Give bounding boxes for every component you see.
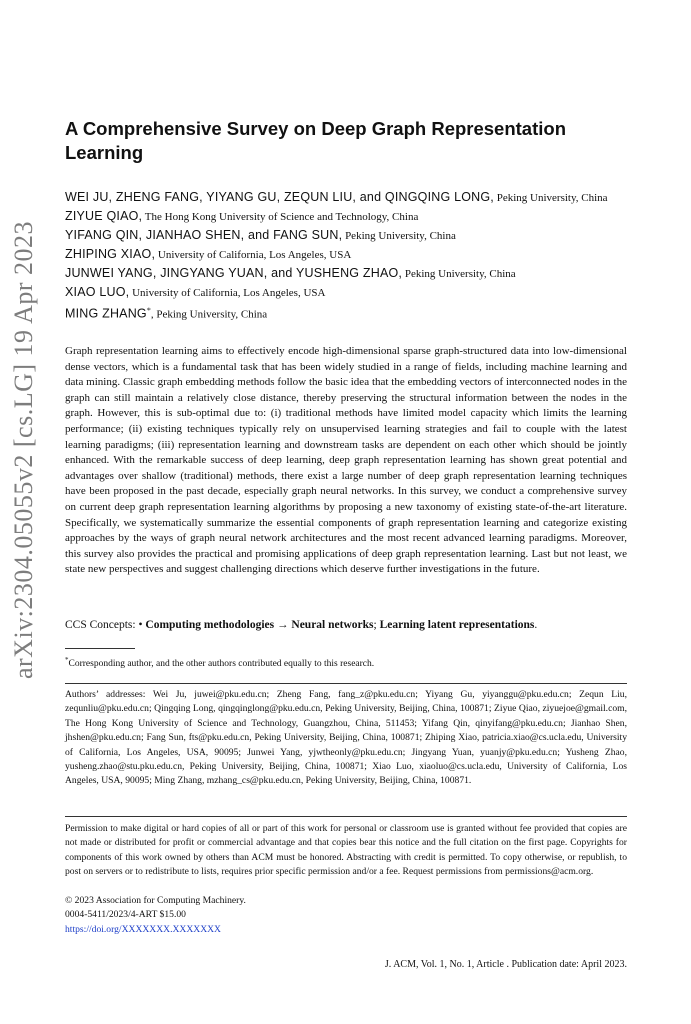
author-names: XIAO LUO, (65, 285, 130, 299)
footnote-text: Corresponding author, and the other authors contributed equally to this research. (68, 659, 375, 670)
author-affiliation: Peking University, China (402, 268, 516, 280)
footnote-rule (65, 648, 135, 649)
arxiv-identifier: arXiv:2304.05055v2 [cs.LG] 19 Apr 2023 (9, 220, 38, 680)
ccs-end: . (534, 619, 538, 631)
ccs-concept: Computing methodologies → Neural networks (145, 619, 374, 631)
ccs-concept: Learning latent representations (379, 619, 535, 631)
corresponding-mark: * (146, 306, 151, 315)
ccs-separator: ; (373, 619, 380, 631)
footnote-mark: * (65, 656, 69, 664)
author-line (65, 188, 627, 207)
author-names: MING ZHANG (65, 306, 147, 321)
author-affiliation: , Peking University, China (150, 308, 268, 321)
author-line (65, 245, 627, 264)
author-line (65, 283, 627, 302)
arxiv-sidebar-stamp (4, 190, 44, 710)
author-line (65, 264, 627, 283)
footnote (65, 654, 627, 671)
author-affiliation: The Hong Kong University of Science and Technology, China (142, 211, 419, 223)
author-affiliation: Peking University, China (342, 230, 456, 242)
permission-notice: Permission to make digital or hard copies of all or part of this work for personal or classroom use is granted without fee provided that copies are not made or distributed for profit or commercial advantage and that copies bear this notice and the full citation on the first page. Copyrights for components of this work owned by others than ACM must be honored. Abstracting with credit is permitted. To copy otherwise, or republish, to post on servers or to redistribute to lists, requires prior specific permission and/or a fee. Request permissions from permissions@acm.org. (65, 823, 627, 878)
doi-link[interactable]: https://doi.org/XXXXXXX.XXXXXXX (65, 923, 221, 935)
author-names: YIFANG QIN, JIANHAO SHEN, and FANG SUN, (65, 228, 343, 242)
divider (65, 683, 627, 684)
author-names: ZIYUE QIAO, (65, 209, 143, 223)
publication-info (65, 894, 627, 937)
paper-title: A Comprehensive Survey on Deep Graph Representation Learning (65, 118, 566, 163)
journal-footer: J. ACM, Vol. 1, No. 1, Article . Publication date: April 2023. (384, 959, 627, 970)
author-affiliation: University of California, Los Angeles, USA (155, 249, 352, 261)
author-block (65, 188, 627, 324)
author-line (65, 207, 627, 226)
ccs-label: CCS Concepts: • (65, 619, 146, 631)
author-affiliation: Peking University, China (493, 192, 608, 204)
author-names: WEI JU, ZHENG FANG, YIYANG GU, ZEQUN LIU, and QINGQING LONG, (65, 190, 494, 204)
author-affiliation: University of California, Los Angeles, USA (129, 287, 326, 299)
issn-line: 0004-5411/2023/4-ART $15.00 (65, 909, 186, 921)
divider (65, 816, 627, 817)
abstract: Graph representation learning aims to effectively encode high-dimensional sparse graph-structured data into low-dimensional dense vectors, which is a fundamental task that has been widely studied in a range of fields, including machine learning and data mining. Classic graph embedding methods follow the basic idea that the embedding vectors of interconnected nodes in the graph can still maintain a relatively close distance, thereby preserving the structural information between the nodes in the graph. However, this is sub-optimal due to: (i) traditional methods have limited model capacity which limits the learning performance; (ii) existing techniques typically rely on unsupervised learning strategies and fail to couple with the latest learning paradigms; (iii) representation learning and downstream tasks are dependent on each other which should be jointly enhanced. With the remarkable success of deep learning, deep graph representation learning has shown great potential and advantages over shallow (traditional) methods, there exist a large number of deep graph representation learning techniques have been proposed in the past decade, especially graph neural networks. In this survey, we conduct a comprehensive survey on current deep graph representation learning algorithms by proposing a new taxonomy of existing state-of-the-art literature. Specifically, we systematically summarize the essential components of graph representation learning and categorize existing approaches by the ways of graph neural network architectures and the most recent advanced learning paradigms. Moreover, this survey also provides the practical and promising applications of deep graph representation learning. Last but not least, we state new perspectives and suggest challenging directions which deserve further investigations in the future. (65, 345, 627, 576)
ccs-concepts (65, 617, 627, 633)
author-names: ZHIPING XIAO, (65, 247, 156, 261)
author-line (65, 226, 627, 245)
author-names: JUNWEI YANG, JINGYANG YUAN, and YUSHENG ZHAO, (65, 266, 403, 280)
author-addresses: Authors’ addresses: Wei Ju, juwei@pku.edu.cn; Zheng Fang, fang_z@pku.edu.cn; Yiyang Gu, yiyanggu@pku.edu.cn; Zequn Liu, zequnliu@pku.edu.cn; Qingqing Long, qingqinglong@pku.edu.cn, Peking University, Beijing, China, 100871; Ziyue Qiao, ziyuejoe@gmail.com, The Hong Kong University of Science and Technology, Guangzhou, China, 511453; Yifang Qin, qinyifang@pku.edu.cn; Jianhao Shen, jhshen@pku.edu.cn; Fang Sun, fts@pku.edu.cn, Peking University, Beijing, China, 100871; Zhiping Xiao, patricia.xiao@cs.ucla.edu, University of California, Los Angeles, USA, 90095; Junwei Yang, yjwtheonly@pku.edu.cn; Jingyang Yuan, yuanjy@pku.edu.cn; Yusheng Zhao, yusheng.zhao@stu.pku.edu.cn, Peking University, Beijing, China, 100871; Xiao Luo, xiaoluo@cs.ucla.edu, University of California, Los Angeles, USA, 90095; Ming Zhang, mzhang_cs@pku.edu.cn, Peking University, Beijing, China, 100871. (65, 689, 627, 787)
copyright-line: © 2023 Association for Computing Machinery. (65, 895, 246, 906)
author-line (65, 302, 627, 324)
